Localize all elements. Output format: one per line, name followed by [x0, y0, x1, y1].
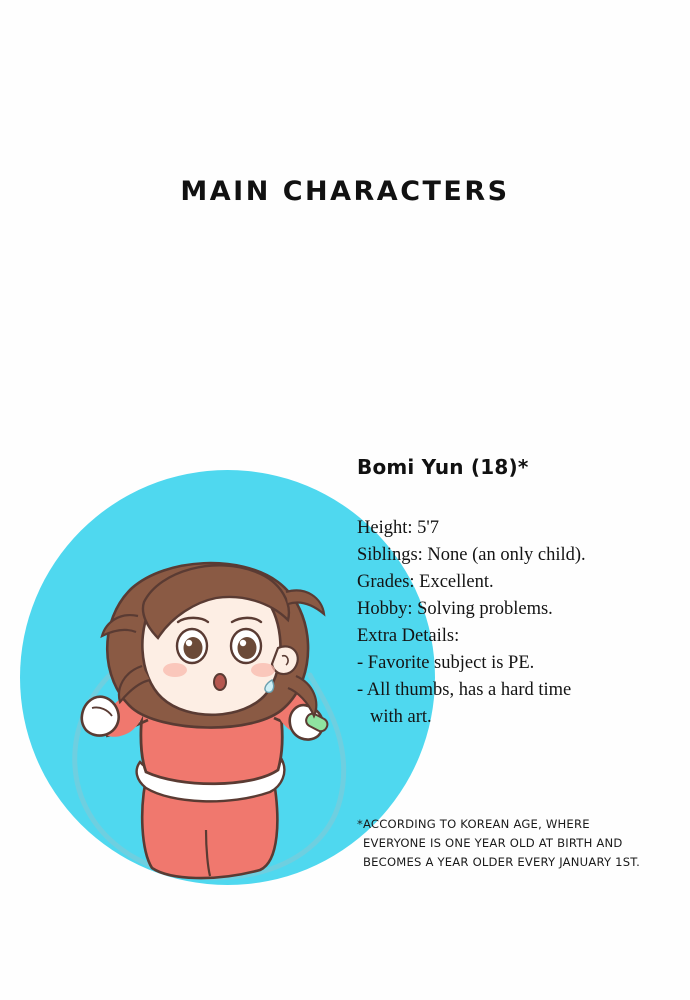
stat-grades: Grades: Excellent. [357, 572, 494, 592]
footnote-line-1: *ACCORDING TO KOREAN AGE, WHERE [357, 817, 590, 831]
character-name: Bomi Yun (18)* [357, 455, 529, 479]
character-stats [357, 515, 675, 731]
stat-extra-details-label: Extra Details: [357, 626, 460, 646]
character-info [357, 455, 675, 731]
stat-extra-all-thumbs: - All thumbs, has a hard time [357, 680, 572, 700]
stat-extra-all-thumbs-cont: with art. [370, 707, 432, 727]
footnote-line-3: BECOMES A YEAR OLDER EVERY JANUARY 1ST. [363, 855, 641, 869]
korean-age-footnote [357, 815, 669, 872]
stat-siblings: Siblings: None (an only child). [357, 545, 586, 565]
stat-height: Height: 5'7 [357, 518, 439, 538]
footnote-line-2: EVERYONE IS ONE YEAR OLD AT BIRTH AND [363, 836, 623, 850]
stat-extra-favorite-subject: - Favorite subject is PE. [357, 653, 535, 673]
page-title: MAIN CHARACTERS [180, 176, 510, 207]
stat-hobby: Hobby: Solving problems. [357, 599, 553, 619]
